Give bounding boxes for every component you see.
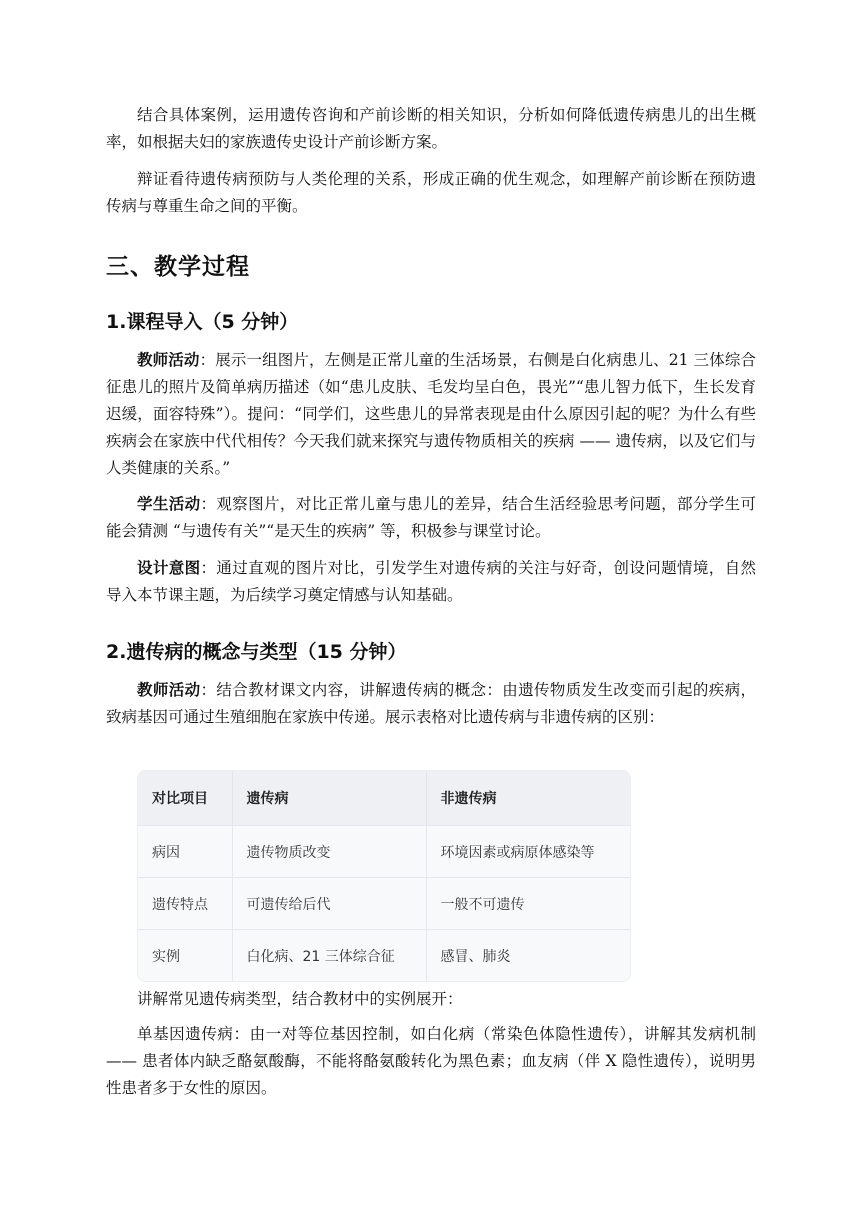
table-header-cell: 非遗传病 [426, 771, 630, 826]
design-intent-text: ：通过直观的图片对比，引发学生对遗传病的关注与好奇，创设问题情境，自然导入本节课主题，为后续学习奠定情感与认知基础。 [106, 559, 756, 604]
types-intro-paragraph: 讲解常见遗传病类型，结合教材中的实例展开： [137, 990, 463, 1008]
design-intent-paragraph [106, 555, 756, 609]
subsection-heading-intro: 1.课程导入（5 分钟） [106, 311, 299, 333]
single-gene-paragraph: 单基因遗传病：由一对等位基因控制，如白化病（常染色体隐性遗传），讲解其发病机制 —— 患者体内缺乏酪氨酸酶，不能将酪氨酸转化为黑色素；血友病（伴 X 隐性遗传），说明男性患者多于女性的原因。 [106, 1025, 756, 1097]
objective-paragraph-2: 辩证看待遗传病预防与人类伦理的关系，形成正确的优生观念，如理解产前诊断在预防遗传病与尊重生命之间的平衡。 [106, 170, 756, 215]
section-title-teaching-process: 三、教学过程 [106, 254, 250, 280]
subsection-heading-concepts: 2.遗传病的概念与类型（15 分钟） [106, 641, 407, 663]
student-activity-paragraph [106, 491, 756, 545]
student-activity-text: ：观察图片，对比正常儿童与患儿的差异，结合生活经验思考问题，部分学生可能会猜测 “与遗传有关”“是天生的疾病” 等，积极参与课堂讨论。 [106, 495, 756, 540]
table-row [138, 878, 630, 930]
table-cell: 环境因素或病原体感染等 [426, 826, 630, 878]
teacher-activity-label: 教师活动 [137, 351, 200, 369]
teacher-activity-paragraph-2 [106, 677, 756, 731]
table-cell: 遗传特点 [138, 878, 232, 930]
comparison-table [138, 771, 630, 981]
table-cell: 实例 [138, 930, 232, 982]
teacher-activity-label: 教师活动 [137, 681, 201, 699]
teacher-activity-text: ：展示一组图片，左侧是正常儿童的生活场景，右侧是白化病患儿、21 三体综合征患儿的照片及简单病历描述（如“患儿皮肤、毛发均呈白色，畏光”“患儿智力低下，生长发育迟缓，面容特殊”）。提问：“同学们，这些患儿的异常表现是由什么原因引起的呢？为什么有些疾病会在家族中代代相传？今天我们就来探究与遗传物质相关的疾病 —— 遗传病，以及它们与人类健康的关系。” [106, 351, 756, 477]
table-header-row [138, 771, 630, 826]
table-cell: 病因 [138, 826, 232, 878]
student-activity-label: 学生活动 [137, 495, 201, 513]
table-cell: 可遗传给后代 [232, 878, 426, 930]
objective-paragraph-1: 结合具体案例，运用遗传咨询和产前诊断的相关知识，分析如何降低遗传病患儿的出生概率，如根据夫妇的家族遗传史设计产前诊断方案。 [106, 106, 756, 151]
design-intent-label: 设计意图 [137, 559, 201, 577]
table-header-cell: 遗传病 [232, 771, 426, 826]
teacher-activity-paragraph-1 [106, 347, 756, 482]
table-cell: 遗传物质改变 [232, 826, 426, 878]
table-cell: 一般不可遗传 [426, 878, 630, 930]
table-cell: 白化病、21 三体综合征 [232, 930, 426, 982]
table-row [138, 930, 630, 982]
table-row [138, 826, 630, 878]
teacher-activity-text: ：结合教材课文内容，讲解遗传病的概念：由遗传物质发生改变而引起的疾病，致病基因可通过生殖细胞在家族中传递。展示表格对比遗传病与非遗传病的区别： [106, 681, 756, 726]
table-header-cell: 对比项目 [138, 771, 232, 826]
table-cell: 感冒、肺炎 [426, 930, 630, 982]
